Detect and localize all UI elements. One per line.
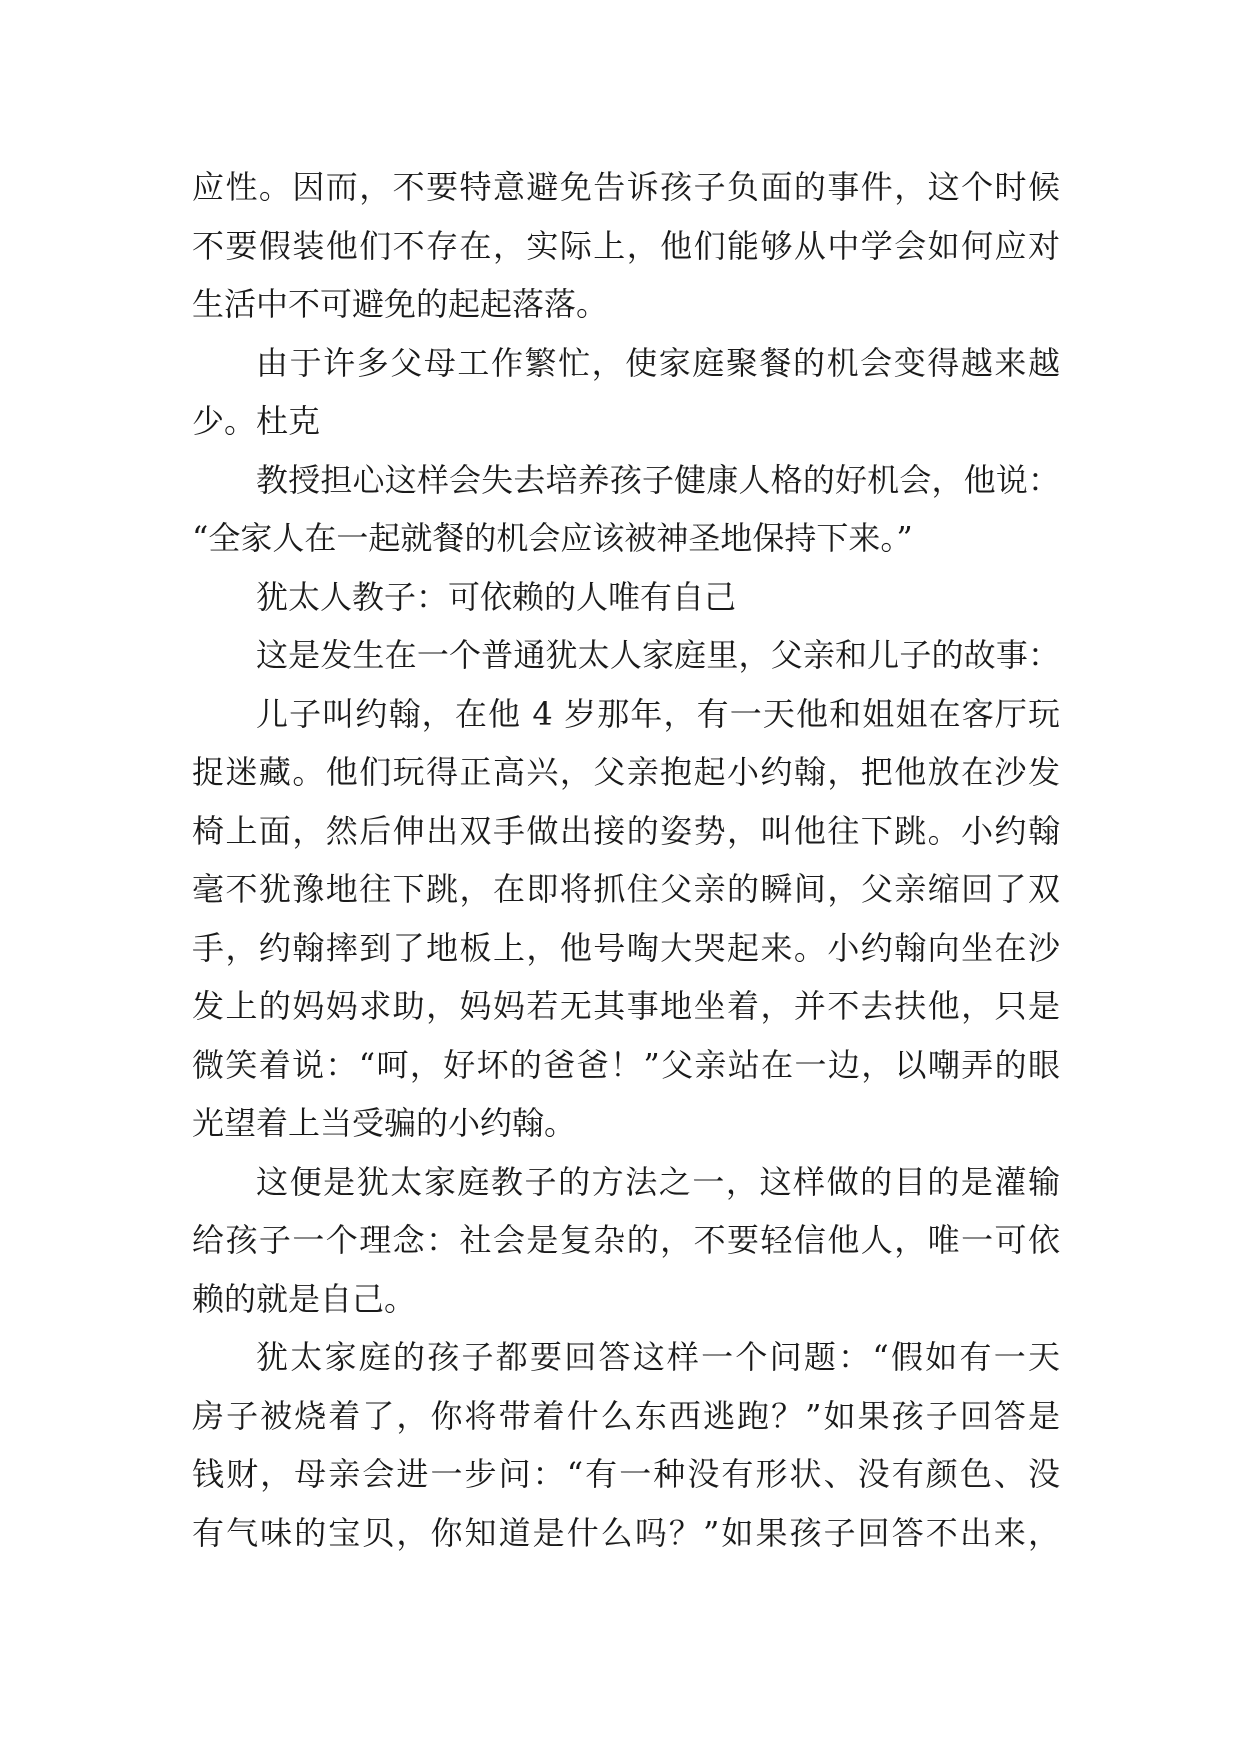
text-line: 钱财，母亲会进一步问：“有一种没有形状、没有颜色、没 <box>192 1455 1060 1493</box>
text-line: “全家人在一起就餐的机会应该被神圣地保持下来。” <box>192 519 913 557</box>
text-line: 儿子叫约翰，在他 4 岁那年，有一天他和姐姐在客厅玩 <box>256 694 1060 733</box>
text-line: 手，约翰摔到了地板上，他号啕大哭起来。小约翰向坐在沙 <box>192 928 1060 967</box>
text-line: 毫不犹豫地往下跳，在即将抓住父亲的瞬间，父亲缩回了双 <box>192 870 1060 908</box>
text-line: 捉迷藏。他们玩得正高兴，父亲抱起小约翰，把他放在沙发 <box>192 753 1060 791</box>
text-line: 椅上面，然后伸出双手做出接的姿势，叫他往下跳。小约翰 <box>192 811 1060 850</box>
text-line: 光望着上当受骗的小约翰。 <box>192 1104 577 1142</box>
text-line: 房子被烧着了，你将带着什么东西逃跑？”如果孩子回答是 <box>192 1396 1060 1435</box>
text-line: 微笑着说：“呵，好坏的爸爸！”父亲站在一边，以嘲弄的眼 <box>192 1045 1060 1084</box>
text-line: 发上的妈妈求助，妈妈若无其事地坐着，并不去扶他，只是 <box>192 987 1060 1025</box>
text-line: 有气味的宝贝，你知道是什么吗？”如果孩子回答不出来， <box>192 1513 1060 1552</box>
text-line: 少。杜克 <box>192 402 321 440</box>
section-heading: 犹太人教子：可依赖的人唯有自己 <box>256 577 737 616</box>
text-line: 教授担心这样会失去培养孩子健康人格的好机会，他说： <box>256 460 1060 499</box>
text-line: 犹太家庭的孩子都要回答这样一个问题：“假如有一天 <box>256 1338 1060 1376</box>
text-line: 由于许多父母工作繁忙，使家庭聚餐的机会变得越来越 <box>256 343 1060 382</box>
text-line: 赖的就是自己。 <box>192 1279 417 1318</box>
text-line: 不要假装他们不存在，实际上，他们能够从中学会如何应对 <box>192 226 1060 265</box>
text-line: 这便是犹太家庭教子的方法之一，这样做的目的是灌输 <box>256 1162 1060 1201</box>
text-line: 这是发生在一个普通犹太人家庭里，父亲和儿子的故事： <box>256 636 1060 674</box>
document-body <box>192 158 1060 1562</box>
text-line: 应性。因而，不要特意避免告诉孩子负面的事件，这个时候 <box>192 168 1060 206</box>
text-line: 生活中不可避免的起起落落。 <box>192 285 609 323</box>
text-line: 给孩子一个理念：社会是复杂的，不要轻信他人，唯一可依 <box>192 1221 1060 1259</box>
